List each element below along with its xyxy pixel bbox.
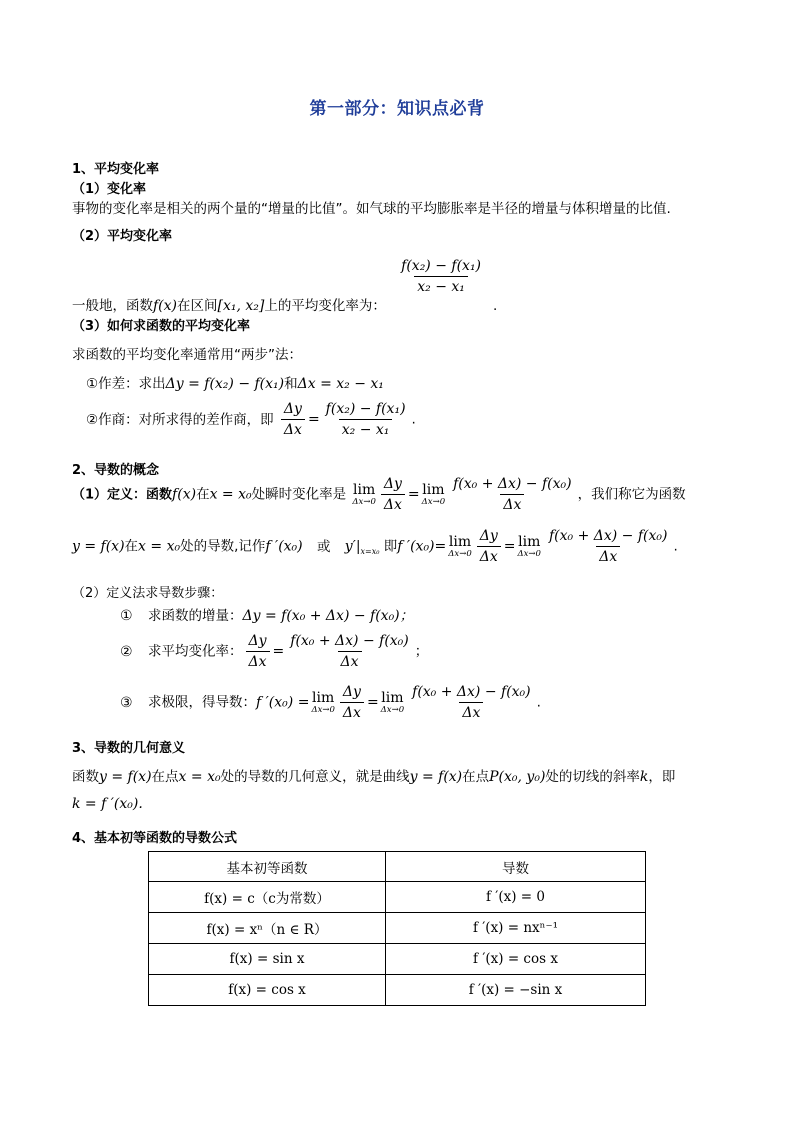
- text-fragment: 即: [383, 538, 398, 555]
- fraction-denominator: Δx: [340, 702, 364, 721]
- fraction-denominator: Δx: [477, 546, 501, 565]
- lim-label: lim: [518, 534, 541, 550]
- math-y-eq-fx: y = f(x): [99, 769, 152, 785]
- dy-over-dx-fraction: [381, 476, 405, 513]
- table-row: [149, 944, 646, 975]
- text-fragment: 或: [316, 538, 331, 555]
- text-fragment: ，即: [648, 769, 676, 785]
- lim-subscript: Δx→0: [448, 549, 472, 559]
- table-cell: f(x) = cos x: [149, 975, 386, 1006]
- step-number: ②: [120, 643, 133, 660]
- paragraph-rate-of-change: 事物的变化率是相关的两个量的“增量的比值”。如气球的平均膨胀率是半径的增量与体积增量的比值.: [72, 201, 671, 217]
- dy-over-dx-fraction: [246, 633, 270, 670]
- text-fragment: 在点: [151, 769, 179, 785]
- fraction-numerator: f(x₀ + Δx) − f(x₀): [290, 633, 409, 649]
- text-fragment: 函数: [72, 769, 99, 785]
- text-fragment: 在: [196, 486, 210, 503]
- lim-subscript: Δx→0: [421, 497, 446, 507]
- average-rate-step-fraction: [287, 633, 412, 670]
- derivative-limit-fraction: [450, 476, 575, 513]
- text-fragment: 在区间: [177, 297, 218, 314]
- math-fprime-x0-eq: f ′(x₀) =: [256, 694, 310, 711]
- table-row: [149, 913, 646, 944]
- derivative-formula-table: [148, 851, 646, 1006]
- difference-quotient-fraction: [323, 401, 409, 438]
- geometric-meaning-line-1: [72, 765, 675, 785]
- fraction-numerator: Δy: [479, 528, 498, 544]
- limit-operator: [311, 690, 334, 715]
- text-fragment: 在点: [462, 769, 490, 785]
- text-fragment: 一般地，函数: [72, 297, 153, 314]
- math-x-eq-x0: x = x₀: [209, 486, 252, 503]
- limit-operator: [422, 482, 445, 507]
- text-fragment: （1）定义：函数: [72, 487, 173, 503]
- math-fx: f(x): [172, 486, 197, 503]
- math-fx: f(x): [153, 297, 178, 314]
- math-delta-y: Δy = f(x₂) − f(x₁): [165, 376, 285, 392]
- math-yprime: y′|: [344, 538, 361, 555]
- page-title: 第一部分：知识点必背: [309, 99, 485, 119]
- derivative-step-2: ② 求平均变化率： $\frac{\Delta y}{\Delta x}$ = $\frac{\text{f(x₀ + Δx) − f(x₀)}}{\Delta x}$ ；: [120, 633, 429, 670]
- text-fragment: 求极限，得导数：: [148, 694, 256, 711]
- fraction-denominator: x₂ − x₁: [414, 276, 468, 295]
- table-cell: f ′(x) = 0: [386, 882, 646, 913]
- lim-subscript: Δx→0: [352, 497, 376, 507]
- table-cell: f ′(x) = cos x: [386, 944, 646, 975]
- limit-operator: [381, 690, 404, 715]
- derivative-limit-fraction: [546, 528, 671, 565]
- derivative-definition-line-1: （1）定义：函数f(x)在x = x₀处瞬时变化率是 lim Δx→0 $\frac{\Delta y}{\Delta x}$ = lim Δx→0 $\frac{\text{f(x₀ + Δx) − f(x₀)}}{\Delta x}$ ，我们称它为函数: [72, 476, 686, 513]
- dy-over-dx-fraction: [340, 684, 364, 721]
- math-yprime-subscript: x=x₀: [360, 547, 380, 557]
- average-rate-formula-line: 一般地，函数f(x)在区间[x₁, x₂]上的平均变化率为： $\frac{\text{f(x₂) − f(x₁)}}{\text{x₂ − x₁}}$ .: [72, 258, 498, 314]
- text-fragment: ②作商：对所求得的差作商，即: [86, 411, 274, 428]
- subsection-1-3-heading: （3）如何求函数的平均变化率: [72, 319, 251, 334]
- math-x-eq-x0: x = x₀: [138, 538, 181, 555]
- fraction-numerator: Δy: [283, 401, 302, 417]
- lim-label: lim: [381, 690, 404, 706]
- definition-steps-heading: （2）定义法求导数步骤：: [72, 586, 224, 601]
- lim-label: lim: [312, 690, 335, 706]
- math-x-eq-x0: x = x₀: [178, 769, 221, 785]
- table-cell: f(x) = xⁿ（n ∈ R）: [149, 913, 386, 944]
- fraction-denominator: Δx: [338, 651, 362, 670]
- step-quotient: ②作商：对所求得的差作商，即 $\frac{\Delta y}{\Delta x}$ = $\frac{\text{f(x₂) − f(x₁)}}{\text{x₂ − x₁}}$ .: [86, 401, 416, 438]
- limit-operator: [518, 534, 541, 559]
- math-point-p: P(x₀, y₀): [489, 769, 546, 785]
- math-y-eq-fx: y = f(x): [72, 538, 125, 555]
- fraction-denominator: Δx: [596, 546, 620, 565]
- section-3-heading: 3、导数的几何意义: [72, 741, 186, 756]
- table-cell: f(x) = sin x: [149, 944, 386, 975]
- table-row: [149, 975, 646, 1006]
- fraction-denominator: Δx: [381, 494, 405, 513]
- text-fragment: 在: [124, 538, 139, 555]
- section-4-heading: 4、基本初等函数的导数公式: [72, 831, 238, 846]
- section-2-heading: 2、导数的概念: [72, 463, 160, 478]
- fraction-denominator: Δx: [459, 702, 483, 721]
- average-rate-fraction: [398, 258, 484, 295]
- fraction-numerator: f(x₀ + Δx) − f(x₀): [412, 684, 531, 700]
- subsection-1-1-heading: （1）变化率: [72, 182, 147, 197]
- text-fragment: 处的导数,记作: [180, 538, 266, 555]
- table-header-cell: 基本初等函数: [149, 852, 386, 882]
- lim-label: lim: [422, 482, 445, 498]
- table-header-row: [149, 852, 646, 882]
- math-k: k: [639, 769, 649, 785]
- math-fprime-x0: f ′(x₀): [265, 538, 303, 555]
- text-fragment: ，我们称它为函数: [577, 486, 686, 503]
- lim-label: lim: [353, 482, 376, 498]
- fraction-denominator: x₂ − x₁: [339, 419, 393, 438]
- subsection-1-2-heading: （2）平均变化率: [72, 229, 173, 244]
- limit-operator: [352, 482, 375, 507]
- text-fragment: ①作差：求出: [86, 376, 166, 392]
- lim-subscript: Δx→0: [380, 705, 405, 715]
- limit-operator: [448, 534, 471, 559]
- math-fprime-x0: f ′(x₀): [397, 538, 435, 555]
- paragraph-two-steps: 求函数的平均变化率通常用“两步”法：: [72, 347, 302, 363]
- math-y-eq-fx: y = f(x): [409, 769, 463, 785]
- lim-subscript: Δx→0: [311, 705, 335, 715]
- fraction-numerator: Δy: [342, 684, 361, 700]
- text-fragment: 求函数的增量：: [148, 608, 243, 624]
- table-cell: f ′(x) = −sin x: [386, 975, 646, 1006]
- table-header-cell: 导数: [386, 852, 646, 882]
- text-fragment: 求平均变化率：: [148, 643, 243, 660]
- math-delta-x: Δx = x₂ − x₁: [297, 376, 384, 392]
- math-k-eq-fprime: k = f ′(x₀).: [72, 796, 143, 812]
- geometric-meaning-line-2: [72, 796, 143, 812]
- fraction-numerator: f(x₂) − f(x₁): [325, 401, 406, 417]
- table-row: [149, 882, 646, 913]
- lim-subscript: Δx→0: [517, 549, 541, 559]
- math-delta-y-step: Δy = f(x₀ + Δx) − f(x₀)；: [242, 608, 414, 624]
- fraction-denominator: Δx: [281, 419, 305, 438]
- fraction-numerator: f(x₀ + Δx) − f(x₀): [548, 528, 668, 544]
- fraction-numerator: Δy: [383, 476, 402, 492]
- text-fragment: 处的切线的斜率: [545, 769, 640, 785]
- step-difference: [86, 372, 384, 392]
- dy-over-dx-fraction: [477, 528, 501, 565]
- fraction-numerator: Δy: [248, 633, 267, 649]
- text-fragment: 上的平均变化率为：: [264, 297, 386, 314]
- derivative-step-3: ③ 求极限，得导数：f ′(x₀) = lim Δx→0 $\frac{\Delta y}{\Delta x}$ = lim Δx→0 $\frac{\text{f(x₀ + Δx) − f(x₀)}}{\Delta x}$ .: [120, 684, 541, 721]
- table-cell: f(x) = c（c为常数）: [149, 882, 386, 913]
- dy-over-dx-fraction: [281, 401, 305, 438]
- fraction-numerator: f(x₂) − f(x₁): [401, 258, 482, 274]
- text-fragment: 处的导数的几何意义，就是曲线: [220, 769, 410, 785]
- text-fragment: 和: [284, 376, 298, 392]
- derivative-definition-line-2: y = f(x)在x = x₀处的导数,记作f ′(x₀) 或 $y'|_{x=x_0}$ 即f ′(x₀)= lim Δx→0 $\frac{\Delta y}{\Delta x}$ = lim Δx→0 $\frac{\text{f(x₀ + Δx) − f(x₀)}}{\Delta x}$ .: [72, 528, 678, 565]
- fraction-numerator: f(x₀ + Δx) − f(x₀): [453, 476, 572, 492]
- step-number: ①: [120, 608, 133, 624]
- derivative-limit-fraction: [409, 684, 534, 721]
- section-1-heading: 1、平均变化率: [72, 162, 160, 177]
- step-number: ③: [120, 694, 133, 711]
- text-fragment: 处瞬时变化率是: [251, 486, 347, 503]
- lim-label: lim: [448, 534, 472, 550]
- math-interval: [x₁, x₂]: [217, 297, 265, 314]
- fraction-denominator: Δx: [500, 494, 524, 513]
- table-cell: f ′(x) = nxⁿ⁻¹: [386, 913, 646, 944]
- fraction-denominator: Δx: [246, 651, 270, 670]
- derivative-step-1: [120, 604, 414, 625]
